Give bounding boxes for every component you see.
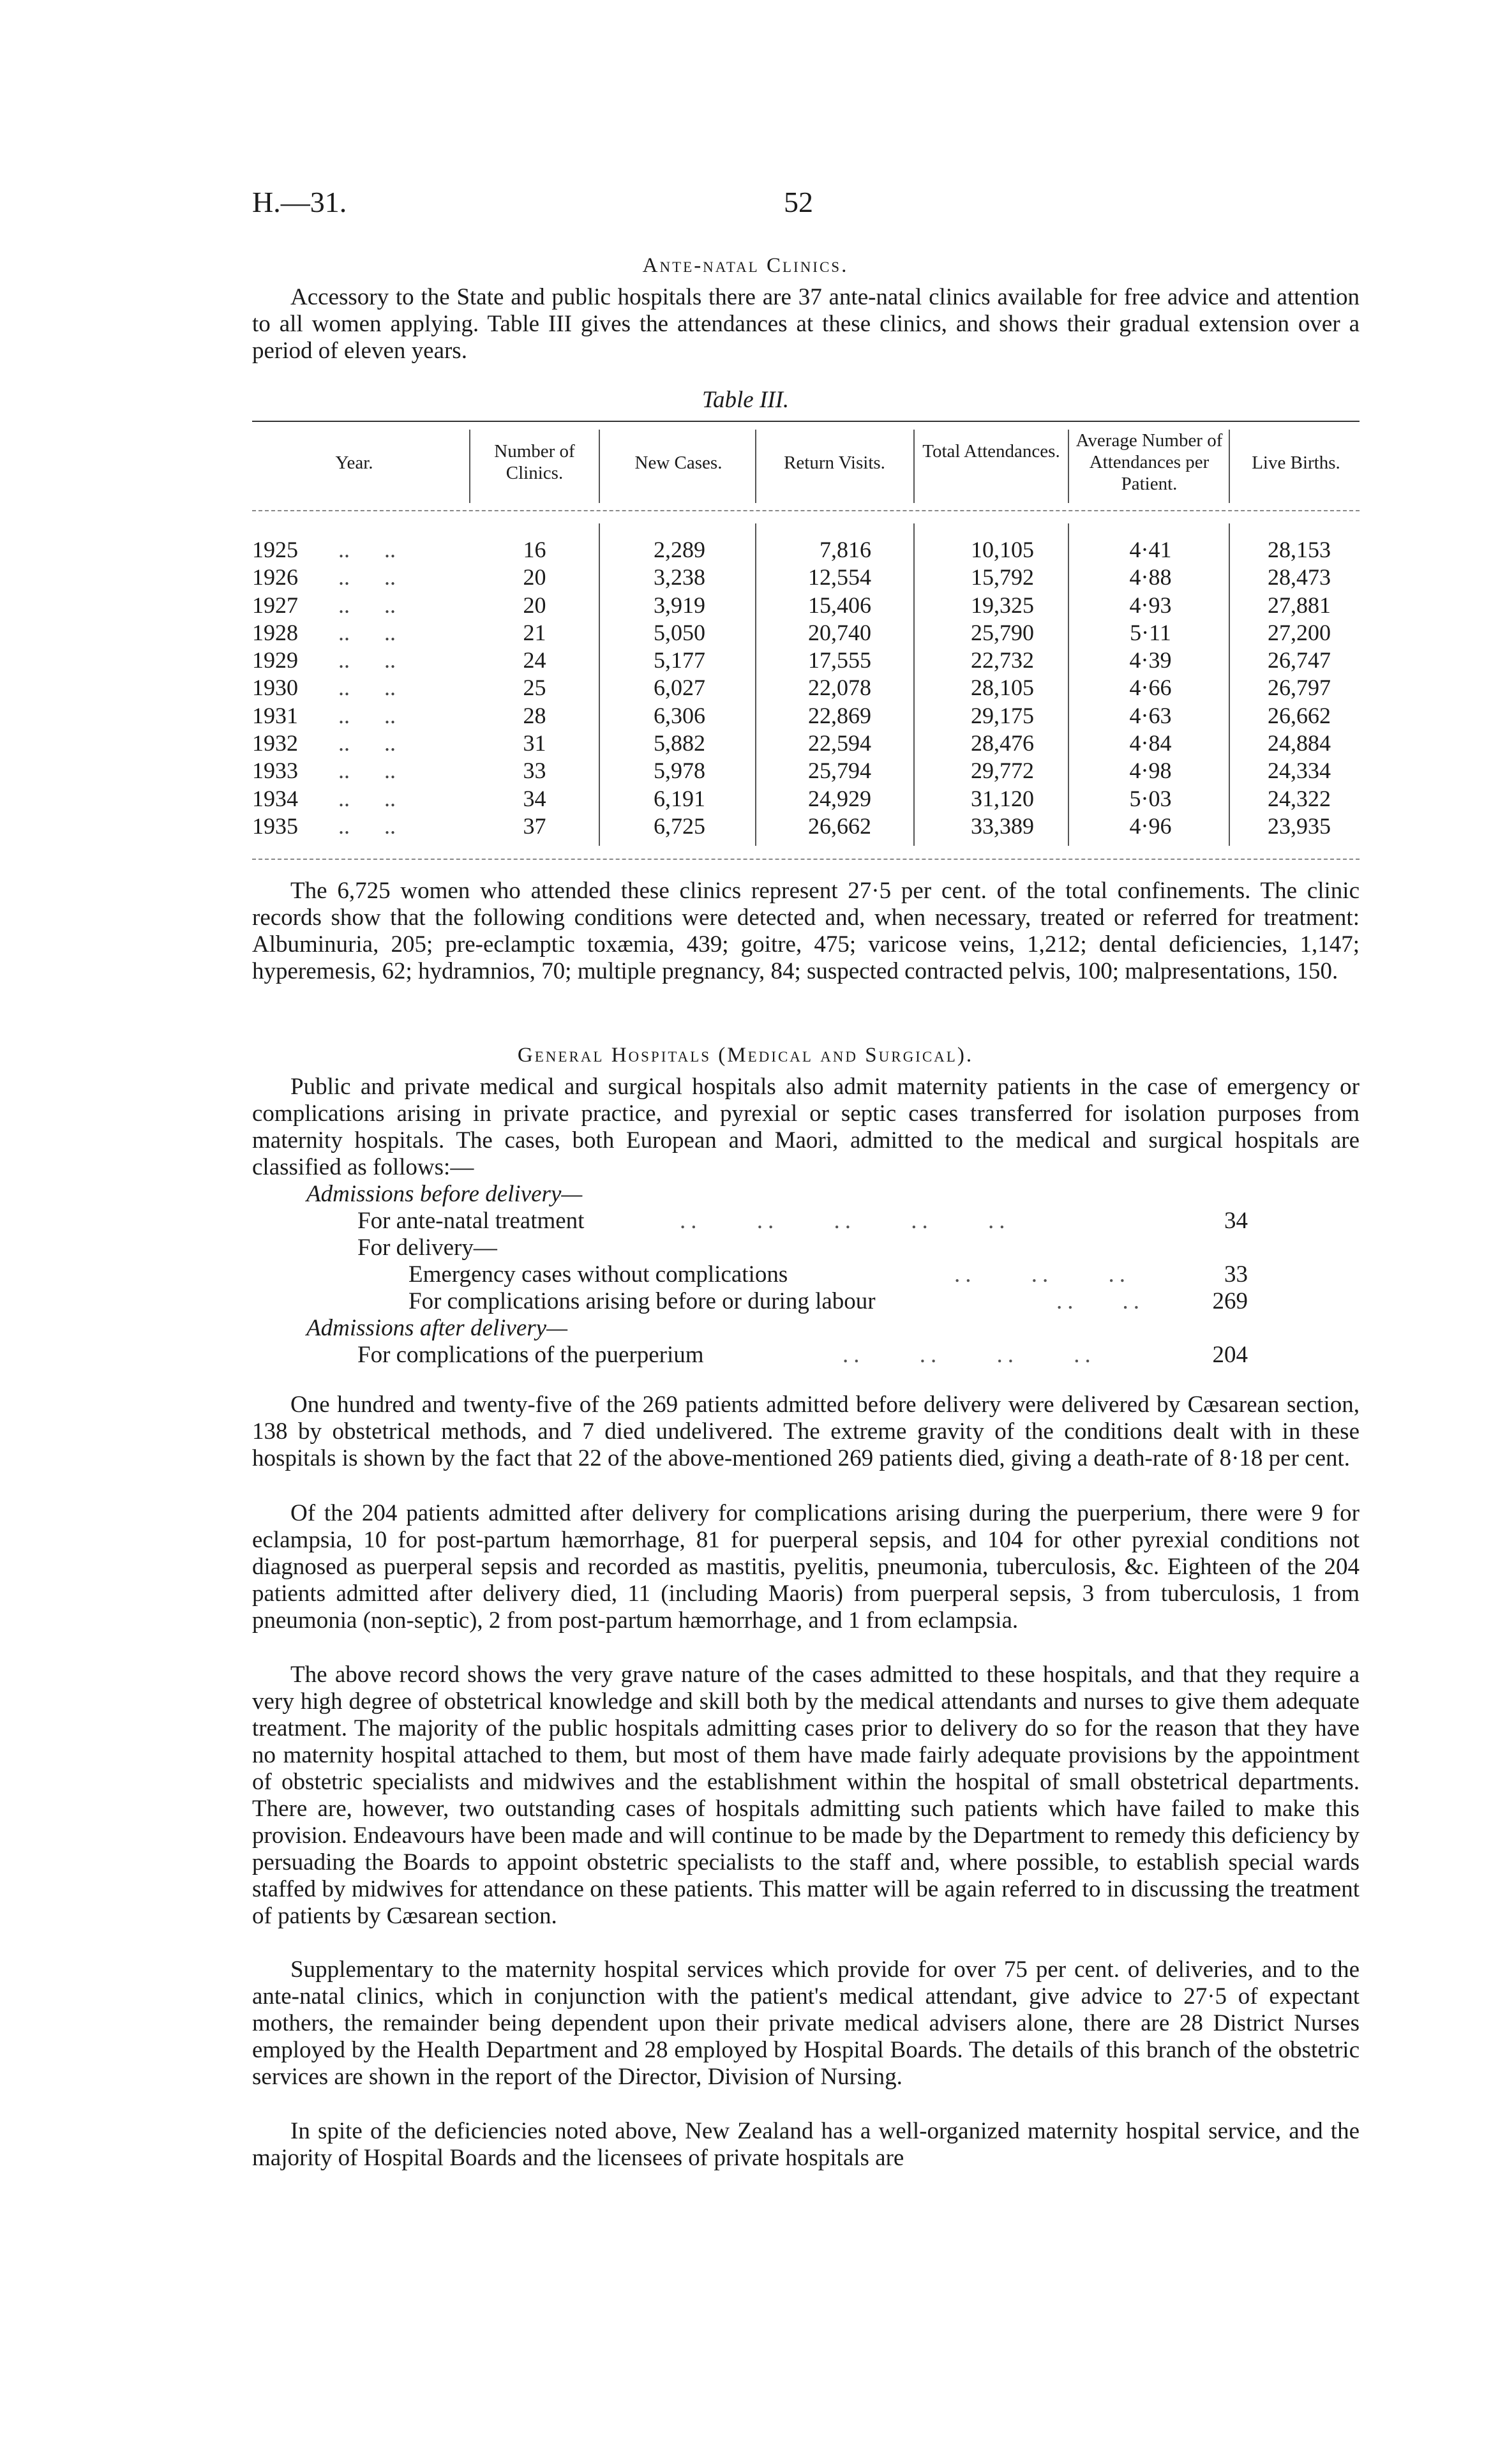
table-divider: [599, 523, 600, 846]
complications-labour-value: 269: [1212, 1288, 1248, 1314]
paragraph-conclusion: In spite of the deficiencies noted above, New Zealand has a well-organized maternity hospital service, and the majority of Hospital Boards and the licensees of private hospitals are: [252, 2118, 1360, 2171]
header-new-cases: New Cases.: [634, 453, 723, 473]
table-divider: [599, 430, 600, 503]
paragraph-district-nurses: Supplementary to the maternity hospital services which provide for over 75 per cent. of deliveries, and to the ante-natal clinics, which in conjunction with the patient's medical attendant, give advice to 27·5 of expectant mothers, the remainder being dependent upon their private medical advisers alone, there are 28 District Nurses employed by the Health Department and 28 employed by Hospital Boards. The details of this branch of the obstetric services are shown in the report of the Director, Division of Nursing.: [252, 1957, 1360, 2090]
puerperium-value: 204: [1212, 1342, 1248, 1368]
header-year: Year.: [335, 453, 373, 473]
document-reference: H.—31.: [252, 186, 347, 218]
leader-dots: .. .. .. ..: [843, 1342, 1096, 1368]
section-title-general-hospitals: General Hospitals (Medical and Surgical).: [517, 1044, 974, 1067]
table-caption: Table III.: [701, 387, 790, 413]
complications-labour-label: For complications arising before or during labour: [408, 1288, 876, 1314]
table-header-rule: [252, 510, 1360, 511]
admissions-after-heading: Admissions after delivery—: [306, 1315, 568, 1341]
header-total-attendances: Total Attendances.: [922, 441, 1060, 462]
table-top-rule: [252, 421, 1360, 422]
table-bottom-rule: [252, 859, 1360, 860]
table-divider: [755, 430, 756, 503]
delivery-heading: For delivery—: [357, 1235, 497, 1261]
column-year: 1925 1926 1927 1928 1929 1930 1931 1932 1933 1934 1935: [252, 537, 298, 839]
table-divider: [913, 430, 915, 503]
table-divider: [755, 523, 756, 846]
column-total-attendances: 10,105 15,792 19,325 25,790 22,732 28,105 29,175 28,476 29,772 31,120 33,389: [971, 537, 1034, 839]
column-number-of-clinics: 16 20 20 21 24 25 28 31 33 34 37: [523, 537, 546, 839]
leader-dots: .. .. .. .. ..: [680, 1208, 1010, 1234]
puerperium-label: For complications of the puerperium: [357, 1342, 704, 1368]
emergency-cases-value: 33: [1224, 1261, 1248, 1288]
leader-dots: .. ..: [1056, 1288, 1144, 1314]
table-divider: [1068, 430, 1069, 503]
section-title-antenatal: Ante-natal Clinics.: [642, 254, 849, 277]
paragraph-caesarean: One hundred and twenty-five of the 269 patients admitted before delivery were delivered by Cæsarean section, 138 by obstetrical methods, and 7 died undelivered. The extreme gravity of the conditions dealt with in these hospitals is shown by the fact that 22 of the above-mentioned 269 patients died, giving a death-rate of 8·18 per cent.: [252, 1392, 1360, 1471]
column-return-visits: 7,816 12,554 15,406 20,740 17,555 22,078 22,869 22,594 25,794 24,929 26,662: [808, 537, 871, 839]
emergency-cases-label: Emergency cases without complications: [408, 1261, 788, 1288]
header-clinics: Number of Clinics.: [494, 441, 575, 483]
column-average-attendances: 4·41 4·88 4·93 5·11 4·39 4·66 4·63 4·84 4·98 5·03 4·96: [1129, 537, 1172, 839]
header-return-visits: Return Visits.: [784, 453, 885, 473]
page-number: 52: [784, 186, 813, 218]
antenatal-treatment-label: For ante-natal treatment: [357, 1208, 585, 1234]
table-divider: [469, 430, 470, 503]
table-divider: [1229, 523, 1230, 846]
paragraph-general-intro: Public and private medical and surgical hospitals also admit maternity patients in the case of emergency or complications arising in private practice, and pyrexial or septic cases transferred for isolation purposes from maternity hospitals. The cases, both European and Maori, admitted to the medical and surgical hospitals are classified as follows:—: [252, 1074, 1360, 1180]
column-live-births: 28,153 28,473 27,881 27,200 26,747 26,797 26,662 24,884 24,334 24,322 23,935: [1268, 537, 1331, 839]
paragraph-puerperium: Of the 204 patients admitted after delivery for complications arising during the puerperium, there were 9 for eclampsia, 10 for post-partum hæmorrhage, 81 for puerperal sepsis, and 104 for other pyrexial conditions not diagnosed as puerperal sepsis and recorded as mastitis, pyelitis, pneumonia, tuberculosis, &c. Eighteen of the 204 patients admitted after delivery died, 11 (including Maoris) from puerperal sepsis, 3 from tuberculosis, 1 from pneumonia (non-septic), 2 from post-partum hæmorrhage, and 1 from eclampsia.: [252, 1500, 1360, 1634]
column-leader-dots: .. .. .. .. .. .. .. .. .. .. .. .. .. .. .. .. .. .. .. .. .. ..: [338, 537, 396, 839]
table-divider: [1068, 523, 1069, 846]
admissions-before-heading: Admissions before delivery—: [306, 1181, 583, 1207]
paragraph-antenatal-intro: Accessory to the State and public hospitals there are 37 ante-natal clinics available for free advice and attention to all women applying. Table III gives the attendances at these clinics, and shows their gradual extension over a period of eleven years.: [252, 284, 1360, 364]
header-live-births: Live Births.: [1252, 453, 1340, 473]
attendance-table: [252, 418, 1360, 865]
table-divider: [1229, 430, 1230, 503]
header-average-attendances: Average Number of Attendances per Patient.: [1075, 430, 1223, 494]
paragraph-clinic-conditions: The 6,725 women who attended these clinics represent 27·5 per cent. of the total confinements. The clinic records show that the following conditions were detected and, when necessary, treated or referred for treatment: Albuminuria, 205; pre-eclamptic toxæmia, 439; goitre, 475; varicose veins, 1,212; dental deficiencies, 1,147; hyperemesis, 62; hydramnios, 70; multiple pregnancy, 84; suspected contracted pelvis, 100; malpresentations, 150.: [252, 878, 1360, 984]
column-new-cases: 2,289 3,238 3,919 5,050 5,177 6,027 6,306 5,882 5,978 6,191 6,725: [654, 537, 705, 839]
paragraph-grave-nature: The above record shows the very grave nature of the cases admitted to these hospitals, and that they require a very high degree of obstetrical knowledge and skill both by the medical attendants and nurses to give them adequate treatment. The majority of the public hospitals admitting cases prior to delivery do so for the reason that they have no maternity hospital attached to them, but most of them have made fairly adequate provisions by the appointment of obstetric specialists and midwives and the establishment within the hospital of small obstetrical departments. There are, however, two outstanding cases of hospitals admitting such patients which have failed to make this provision. Endeavours have been made and will continue to be made by the Department to remedy this deficiency by persuading the Boards to appoint obstetric specialists to the staff and, where possible, to establish special wards staffed by midwives for attendance on these patients. This matter will be again referred to in discussing the treatment of patients by Cæsarean section.: [252, 1662, 1360, 1929]
antenatal-treatment-value: 34: [1224, 1208, 1248, 1234]
table-divider: [913, 523, 915, 846]
leader-dots: .. .. ..: [954, 1261, 1130, 1288]
